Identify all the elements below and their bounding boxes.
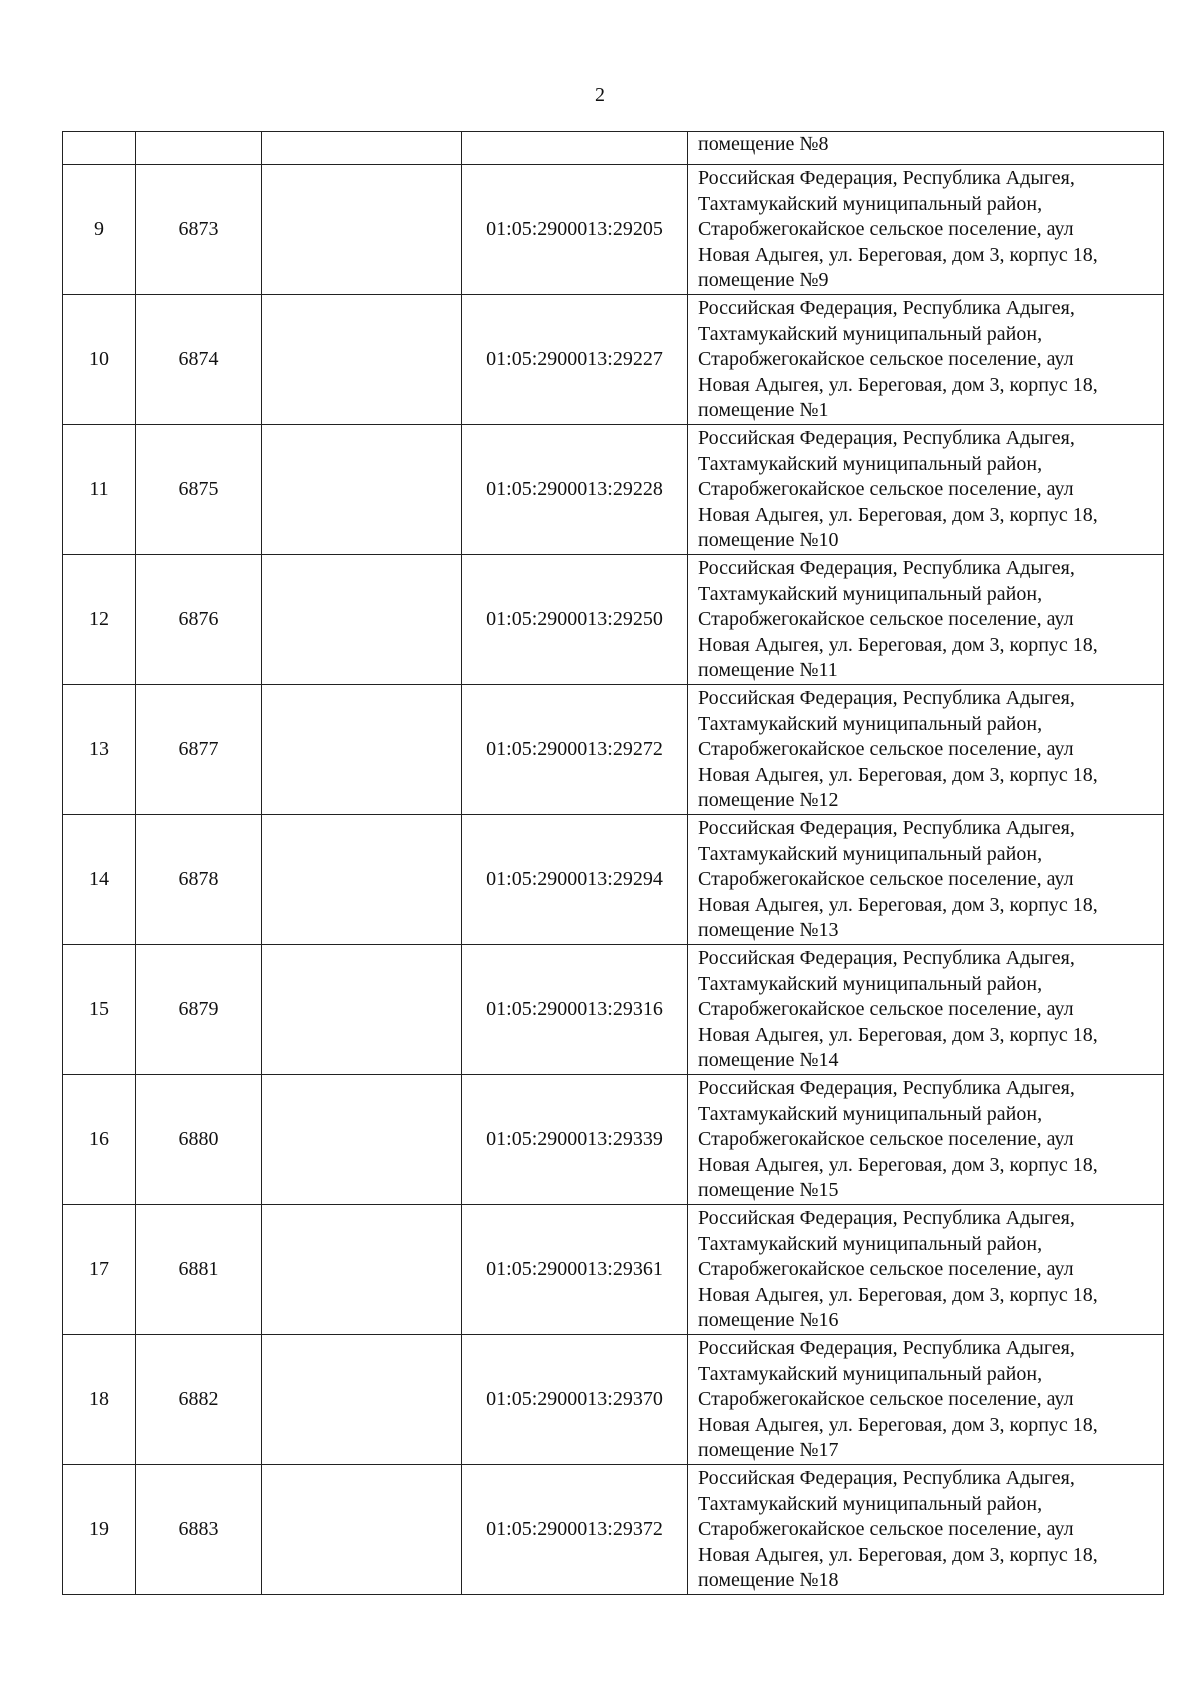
table-row [63,1465,1164,1595]
address-line: Российская Федерация, Республика Адыгея, [698,557,1075,579]
address-line: Новая Адыгея, ул. Береговая, дом 3, корпус 18, [698,1543,1098,1566]
address-line: помещение №1 [698,399,829,421]
address-line: помещение №9 [698,269,829,291]
address-line: Новая Адыгея, ул. Береговая, дом 3, корпус 18, [698,373,1098,396]
address-cell [688,425,1164,555]
address-line: Тахтамукайский муниципальный район, [698,582,1043,605]
address-line: помещение №11 [698,659,838,681]
address-line: Российская Федерация, Республика Адыгея, [698,1467,1075,1489]
cadastral-number-cell: 01:05:2900013:29250 [462,555,688,685]
registry-number-cell: 6879 [136,945,262,1075]
table-row [63,295,1164,425]
address-cell [688,815,1164,945]
address-line: Российская Федерация, Республика Адыгея, [698,1207,1075,1229]
table-row [63,555,1164,685]
row-number-cell: 18 [63,1335,136,1465]
registry-number-cell: 6875 [136,425,262,555]
row-number-cell [63,132,136,165]
registry-number-cell: 6873 [136,165,262,295]
address-line: помещение №12 [698,789,839,811]
table-row [63,425,1164,555]
address-line: Тахтамукайский муниципальный район, [698,712,1043,735]
address-line: Старобжегокайское сельское поселение, аул [698,478,1074,500]
address-cell [688,685,1164,815]
address-line: Старобжегокайское сельское поселение, аул [698,868,1074,890]
address-line: Старобжегокайское сельское поселение, аул [698,218,1074,240]
row-number-cell: 11 [63,425,136,555]
address-line: помещение №13 [698,919,839,941]
address-cell [688,295,1164,425]
address-line: Российская Федерация, Республика Адыгея, [698,1337,1075,1359]
empty-cell [262,945,462,1075]
address-line: Старобжегокайское сельское поселение, аул [698,1388,1074,1410]
cadastral-number-cell: 01:05:2900013:29272 [462,685,688,815]
empty-cell [262,1335,462,1465]
registry-number-cell: 6876 [136,555,262,685]
cadastral-number-cell: 01:05:2900013:29205 [462,165,688,295]
cadastral-number-cell: 01:05:2900013:29228 [462,425,688,555]
address-line: помещение №16 [698,1309,839,1331]
address-cell: помещение №8 [688,132,1164,165]
registry-number-cell: 6878 [136,815,262,945]
address-line: Новая Адыгея, ул. Береговая, дом 3, корпус 18, [698,1283,1098,1306]
row-number-cell: 19 [63,1465,136,1595]
row-number-cell: 16 [63,1075,136,1205]
address-line: Новая Адыгея, ул. Береговая, дом 3, корпус 18, [698,243,1098,266]
address-line: Тахтамукайский муниципальный район, [698,1492,1043,1515]
registry-number-cell: 6881 [136,1205,262,1335]
row-number-cell: 13 [63,685,136,815]
cadastral-number-cell: 01:05:2900013:29316 [462,945,688,1075]
address-line: Российская Федерация, Республика Адыгея, [698,687,1075,709]
empty-cell [262,555,462,685]
cadastral-number-cell: 01:05:2900013:29372 [462,1465,688,1595]
table-row-continuation [63,132,1164,165]
table-row [63,1205,1164,1335]
page-number: 2 [595,84,605,106]
address-line: помещение №17 [698,1439,839,1461]
address-line: Старобжегокайское сельское поселение, аул [698,1258,1074,1280]
empty-cell [262,1205,462,1335]
address-line: Российская Федерация, Республика Адыгея, [698,427,1075,449]
address-line: Тахтамукайский муниципальный район, [698,452,1043,475]
cadastral-number-cell: 01:05:2900013:29361 [462,1205,688,1335]
address-line: Тахтамукайский муниципальный район, [698,1232,1043,1255]
address-line: Тахтамукайский муниципальный район, [698,1102,1043,1125]
address-line: Тахтамукайский муниципальный район, [698,322,1043,345]
address-line: Тахтамукайский муниципальный район, [698,1362,1043,1385]
cadastral-number-cell: 01:05:2900013:29227 [462,295,688,425]
address-line: Российская Федерация, Республика Адыгея, [698,297,1075,319]
address-line: Российская Федерация, Республика Адыгея, [698,167,1075,189]
registry-table [62,131,1164,1595]
address-cell [688,1205,1164,1335]
address-line: Российская Федерация, Республика Адыгея, [698,817,1075,839]
empty-cell [262,685,462,815]
table-row [63,685,1164,815]
address-cell [688,555,1164,685]
row-number-cell: 12 [63,555,136,685]
address-line: Российская Федерация, Республика Адыгея, [698,1077,1075,1099]
address-line: Новая Адыгея, ул. Береговая, дом 3, корпус 18, [698,1023,1098,1046]
address-line: Российская Федерация, Республика Адыгея, [698,947,1075,969]
table-row [63,165,1164,295]
row-number-cell: 9 [63,165,136,295]
address-line: Старобжегокайское сельское поселение, аул [698,348,1074,370]
row-number-cell: 15 [63,945,136,1075]
cadastral-number-cell: 01:05:2900013:29370 [462,1335,688,1465]
empty-cell [262,425,462,555]
empty-cell [262,815,462,945]
address-line: помещение №14 [698,1049,839,1071]
address-line: Старобжегокайское сельское поселение, аул [698,608,1074,630]
empty-cell [262,1465,462,1595]
registry-number-cell: 6882 [136,1335,262,1465]
table-row [63,815,1164,945]
cadastral-number-cell [462,132,688,165]
address-line: помещение №15 [698,1179,839,1201]
address-line: Новая Адыгея, ул. Береговая, дом 3, корпус 18, [698,893,1098,916]
address-line: Новая Адыгея, ул. Береговая, дом 3, корпус 18, [698,1153,1098,1176]
empty-cell [262,1075,462,1205]
address-line: Тахтамукайский муниципальный район, [698,192,1043,215]
address-line: помещение №10 [698,529,839,551]
table-row [63,945,1164,1075]
cadastral-number-cell: 01:05:2900013:29339 [462,1075,688,1205]
address-line: Старобжегокайское сельское поселение, аул [698,738,1074,760]
address-cell [688,945,1164,1075]
empty-cell [262,132,462,165]
address-cell [688,1335,1164,1465]
registry-table-body [63,132,1164,1595]
cadastral-number-cell: 01:05:2900013:29294 [462,815,688,945]
registry-number-cell: 6883 [136,1465,262,1595]
empty-cell [262,165,462,295]
table-row [63,1075,1164,1205]
registry-number-cell: 6880 [136,1075,262,1205]
row-number-cell: 14 [63,815,136,945]
address-line: Новая Адыгея, ул. Береговая, дом 3, корпус 18, [698,633,1098,656]
address-line: Новая Адыгея, ул. Береговая, дом 3, корпус 18, [698,763,1098,786]
registry-number-cell: 6874 [136,295,262,425]
address-line: Тахтамукайский муниципальный район, [698,972,1043,995]
address-line: Новая Адыгея, ул. Береговая, дом 3, корпус 18, [698,503,1098,526]
address-line: помещение №18 [698,1569,839,1591]
address-cell [688,1465,1164,1595]
registry-number-cell [136,132,262,165]
address-cell [688,165,1164,295]
address-line: Новая Адыгея, ул. Береговая, дом 3, корпус 18, [698,1413,1098,1436]
row-number-cell: 10 [63,295,136,425]
address-line: Тахтамукайский муниципальный район, [698,842,1043,865]
registry-number-cell: 6877 [136,685,262,815]
empty-cell [262,295,462,425]
table-row [63,1335,1164,1465]
row-number-cell: 17 [63,1205,136,1335]
address-line: Старобжегокайское сельское поселение, аул [698,998,1074,1020]
address-line: Старобжегокайское сельское поселение, аул [698,1518,1074,1540]
address-line: Старобжегокайское сельское поселение, аул [698,1128,1074,1150]
address-cell [688,1075,1164,1205]
